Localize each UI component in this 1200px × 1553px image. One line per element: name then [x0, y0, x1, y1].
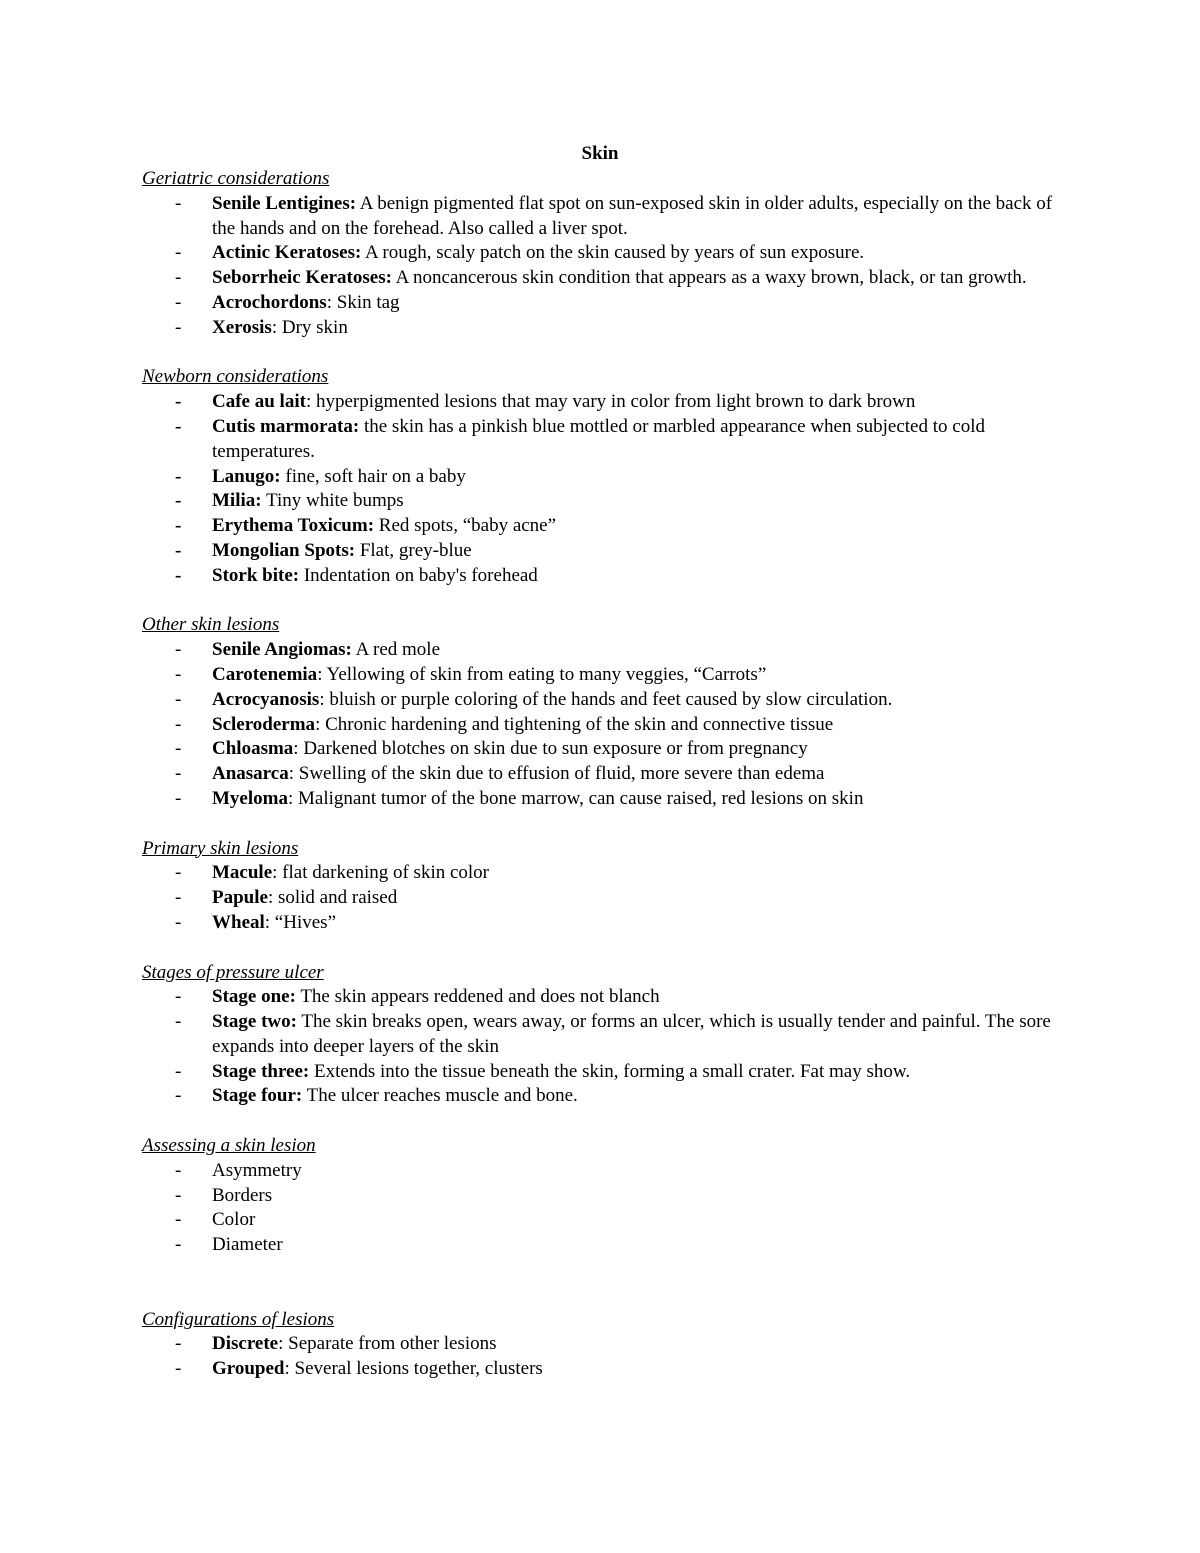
bullet-dash: - [175, 663, 182, 685]
bullet-dash: - [175, 242, 182, 264]
item-term: Chloasma [212, 738, 294, 760]
item-desc: : Dry skin [271, 316, 348, 338]
item-term: Actinic Keratoses: [212, 242, 362, 264]
list-item [142, 564, 1062, 589]
bullet-dash: - [175, 391, 182, 413]
item-desc: : Darkened blotches on skin due to sun exposure or from pregnancy [293, 738, 808, 760]
item-desc: : Separate from other lesions [278, 1333, 497, 1355]
item-term: Stork bite: [212, 564, 300, 586]
item-term: Stage one: [212, 986, 296, 1008]
section-heading: Configurations of lesions [142, 1308, 335, 1330]
section-heading: Other skin lesions [142, 614, 280, 636]
item-desc: A benign pigmented flat spot on sun-exposed skin in older adults, especially on the back of the hands and on the forehead. Also called a liver spot. [212, 192, 1053, 239]
bullet-dash: - [175, 713, 182, 735]
item-desc: Borders [212, 1184, 273, 1206]
list-item [142, 787, 1062, 812]
spacer [142, 341, 1062, 366]
item-desc: : hyperpigmented lesions that may vary in color from light brown to dark brown [305, 391, 916, 413]
item-desc: A rough, scaly patch on the skin caused by years of sun exposure. [361, 242, 865, 264]
bullet-dash: - [175, 1333, 182, 1355]
item-term: Senile Lentigines: [212, 192, 357, 214]
bullet-dash: - [175, 862, 182, 884]
bullet-dash: - [175, 1159, 182, 1181]
bullet-dash: - [175, 415, 182, 437]
item-desc: : Several lesions together, clusters [284, 1358, 543, 1380]
item-desc: Red spots, “baby acne” [374, 515, 557, 537]
bullet-dash: - [175, 911, 182, 933]
bullet-dash: - [175, 316, 182, 338]
item-term: Lanugo: [212, 465, 281, 487]
list-item [142, 985, 1062, 1010]
list-item [142, 861, 1062, 886]
list-item [142, 713, 1062, 738]
item-term: Seborrheic Keratoses: [212, 267, 392, 289]
spacer [142, 1258, 1062, 1308]
item-term: Grouped [212, 1358, 285, 1380]
list-item [142, 1357, 1062, 1382]
item-desc: : solid and raised [267, 887, 398, 909]
list-item [142, 1233, 1062, 1258]
section-heading: Geriatric considerations [142, 168, 330, 189]
section-newborn [142, 365, 1062, 588]
item-desc: Asymmetry [212, 1159, 302, 1181]
bullet-dash: - [175, 465, 182, 487]
list-item [142, 762, 1062, 787]
item-desc: : Skin tag [326, 291, 400, 313]
item-desc: The skin appears reddened and does not blanch [295, 986, 660, 1008]
item-term: Macule [212, 862, 273, 884]
bullet-dash: - [175, 515, 182, 537]
item-list [142, 192, 1062, 341]
item-term: Papule [212, 887, 268, 909]
spacer [142, 812, 1062, 837]
list-item [142, 1084, 1062, 1109]
section-pressure-ulcer [142, 961, 1062, 1110]
section-heading: Newborn considerations [142, 366, 329, 388]
list-item [142, 638, 1062, 663]
bullet-dash: - [175, 763, 182, 785]
item-desc: The skin breaks open, wears away, or forms an ulcer, which is usually tender and painful. The sore expands into deeper layers of the skin [212, 1011, 1051, 1057]
list-item [142, 688, 1062, 713]
item-list [142, 390, 1062, 588]
list-item [142, 886, 1062, 911]
item-list [142, 638, 1062, 812]
bullet-dash: - [175, 986, 182, 1008]
item-term: Myeloma [212, 787, 288, 809]
bullet-dash: - [175, 267, 182, 289]
list-item [142, 1010, 1062, 1060]
item-list [142, 985, 1062, 1109]
item-term: Erythema Toxicum: [212, 515, 375, 537]
bullet-dash: - [175, 291, 182, 313]
list-item [142, 415, 1062, 465]
list-item [142, 1332, 1062, 1357]
item-term: Xerosis [212, 316, 272, 338]
list-item [142, 291, 1062, 316]
item-list [142, 1159, 1062, 1258]
item-desc: A noncancerous skin condition that appears as a waxy brown, black, or tan growth. [391, 267, 1027, 289]
list-item [142, 192, 1062, 242]
item-desc: Flat, grey-blue [355, 539, 472, 561]
item-desc: The ulcer reaches muscle and bone. [302, 1085, 578, 1107]
item-term: Acrocyanosis [212, 688, 320, 710]
bullet-dash: - [175, 1209, 182, 1231]
bullet-dash: - [175, 192, 182, 214]
bullet-dash: - [175, 1011, 182, 1033]
bullet-dash: - [175, 539, 182, 561]
item-term: Discrete [212, 1333, 279, 1355]
item-term: Mongolian Spots: [212, 539, 356, 561]
item-term: Cutis marmorata: [212, 415, 360, 437]
bullet-dash: - [175, 564, 182, 586]
bullet-dash: - [175, 1184, 182, 1206]
list-item [142, 539, 1062, 564]
item-desc: : Chronic hardening and tightening of the skin and connective tissue [315, 713, 834, 735]
list-item [142, 663, 1062, 688]
list-item [142, 266, 1062, 291]
bullet-dash: - [175, 1358, 182, 1380]
section-geriatric [142, 167, 1062, 341]
section-assessing-lesion [142, 1134, 1062, 1258]
list-item [142, 1208, 1062, 1233]
item-desc: : flat darkening of skin color [272, 862, 490, 884]
document-body [142, 167, 1062, 1382]
list-item [142, 737, 1062, 762]
spacer [142, 1109, 1062, 1134]
list-item [142, 390, 1062, 415]
list-item [142, 241, 1062, 266]
section-primary-lesions [142, 837, 1062, 936]
item-desc: : Yellowing of skin from eating to many veggies, “Carrots” [317, 663, 767, 685]
section-heading: Stages of pressure ulcer [142, 961, 324, 983]
list-item [142, 1060, 1062, 1085]
item-desc: : Malignant tumor of the bone marrow, can cause raised, red lesions on skin [287, 787, 864, 809]
list-item [142, 514, 1062, 539]
item-list [142, 861, 1062, 935]
bullet-dash: - [175, 688, 182, 710]
bullet-dash: - [175, 1234, 182, 1256]
item-term: Stage two: [212, 1011, 297, 1033]
list-item [142, 489, 1062, 514]
bullet-dash: - [175, 639, 182, 661]
page-title: Skin [581, 143, 619, 164]
item-desc: Extends into the tissue beneath the skin, forming a small crater. Fat may show. [309, 1060, 911, 1082]
item-desc: Diameter [212, 1234, 283, 1256]
item-desc: fine, soft hair on a baby [280, 465, 466, 487]
bullet-dash: - [175, 490, 182, 512]
item-desc: : bluish or purple coloring of the hands and feet caused by slow circulation. [319, 688, 893, 710]
list-item [142, 465, 1062, 490]
spacer [142, 936, 1062, 961]
list-item [142, 911, 1062, 936]
item-desc: : “Hives” [264, 911, 337, 933]
section-heading: Primary skin lesions [142, 837, 299, 859]
item-term: Milia: [212, 490, 262, 512]
item-term: Senile Angiomas: [212, 639, 352, 661]
item-desc: the skin has a pinkish blue mottled or marbled appearance when subjected to cold temperatures. [212, 415, 985, 462]
list-item [142, 1159, 1062, 1184]
item-term: Stage three: [212, 1060, 310, 1082]
list-item [142, 316, 1062, 341]
item-desc: Tiny white bumps [261, 490, 404, 512]
bullet-dash: - [175, 887, 182, 909]
item-term: Scleroderma [212, 713, 316, 735]
bullet-dash: - [175, 738, 182, 760]
spacer [142, 589, 1062, 614]
item-term: Wheal [212, 911, 265, 933]
item-term: Anasarca [212, 763, 289, 785]
bullet-dash: - [175, 787, 182, 809]
list-item [142, 1184, 1062, 1209]
section-other-lesions [142, 613, 1062, 811]
item-term: Cafe au lait [212, 391, 306, 413]
item-term: Carotenemia [212, 663, 318, 685]
item-list [142, 1332, 1062, 1382]
section-heading: Assessing a skin lesion [142, 1135, 316, 1157]
bullet-dash: - [175, 1060, 182, 1082]
bullet-dash: - [175, 1085, 182, 1107]
section-configurations [142, 1308, 1062, 1382]
item-desc: Color [212, 1209, 256, 1231]
item-desc: Indentation on baby's forehead [299, 564, 538, 586]
item-term: Stage four: [212, 1085, 303, 1107]
item-term: Acrochordons [212, 291, 327, 313]
item-desc: : Swelling of the skin due to effusion of fluid, more severe than edema [288, 763, 825, 785]
item-desc: A red mole [351, 639, 441, 661]
